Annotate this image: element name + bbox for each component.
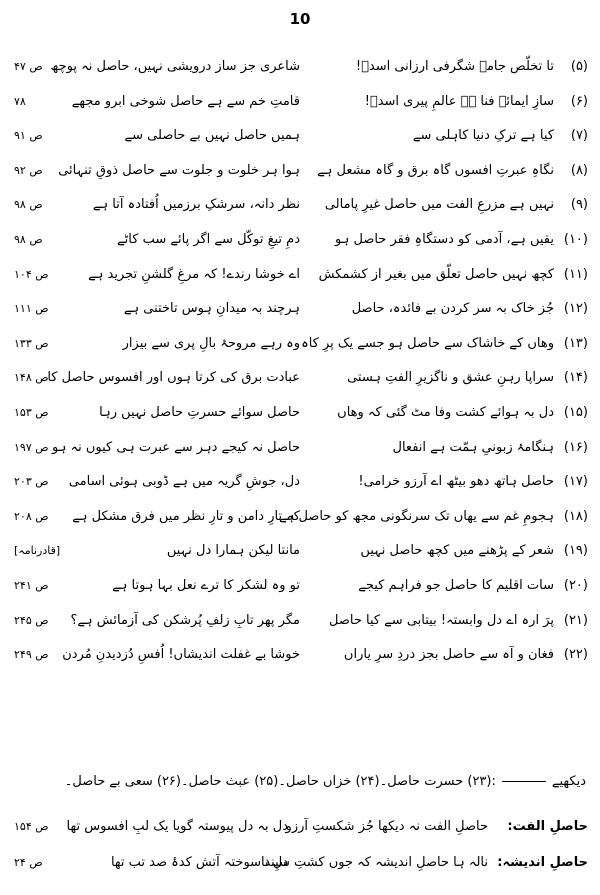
first-hemistich: وھاں کے خاشاک سے حاصل ہو جسے یک پرِ کاہ <box>301 335 554 351</box>
verse-number: (۱۱) <box>563 266 588 282</box>
first-hemistich: سات اقلیم کا حاصل جو فراہم کیجے <box>358 577 554 593</box>
page-reference: ص ۴۷ <box>14 60 43 73</box>
second-hemistich: ہوا ہر خلوت و جلوت سے حاصل ذوقِ تنہائی <box>58 162 300 178</box>
page-reference: ص ۱۳۳ <box>14 336 49 350</box>
verse-row <box>14 188 588 223</box>
verse-row <box>14 258 588 293</box>
second-hemistich: شاعری جز ساز درویشی نہیں، حاصل نہ پوچھ <box>50 59 300 74</box>
verse-row <box>14 534 588 569</box>
first-hemistich: جُز خاک بہ سر کردن بے فائدہ، حاصل <box>351 301 554 317</box>
page-number: 10 <box>289 10 311 28</box>
first-hemistich: حاصل ہاتھ دھو بیٹھ اے آرزو خرامی! <box>358 474 554 490</box>
first-hemistich: نگاہِ عبرتِ افسوں گاہ برق و گاہ مشعل ہے <box>317 162 554 178</box>
page-reference: ص ۲۴۵ <box>14 613 49 627</box>
page-reference: ص ۱۹۷ <box>14 440 49 454</box>
term-row <box>14 810 588 846</box>
first-hemistich: کچھ نہیں حاصل تعلّق میں بغیر از کشمکش <box>318 266 554 282</box>
second-hemistich: دل، جوشِ گریہ میں ہے ڈوبی ہوئی اسامی <box>68 474 300 490</box>
verse-number: (۱۹) <box>563 543 588 559</box>
first-hemistich: نالہ ہا حاصلِ اندیشہ کہ جوں کشتِ سپند <box>264 855 488 870</box>
first-hemistich: شعر کے پڑھنے میں کچھ حاصل نہیں <box>360 543 554 559</box>
page-reference: ص ۹۱ <box>14 129 43 143</box>
page-reference: ص ۱۵۴ <box>14 820 49 833</box>
verse-number: (۱۶) <box>563 439 588 455</box>
first-hemistich: یقیں ہے، آدمی کو دستگاہِ فقر حاصل ہو <box>334 231 554 247</box>
verse-number: (۸) <box>570 162 588 178</box>
first-hemistich: حاصلِ الفت نہ دیکھا جُز شکستِ آرزو <box>285 819 488 834</box>
verse-number: (۱۰) <box>563 231 588 247</box>
page-reference: ص ۹۲ <box>14 163 43 177</box>
verse-row <box>14 569 588 604</box>
verse-number: (۹) <box>570 197 588 213</box>
second-hemistich: حاصل نہ کیجے دہر سے عبرت ہی کیوں نہ ہو <box>51 439 300 455</box>
second-hemistich: تو وہ لشکر کا ترے نعل بہا ہوتا ہے <box>112 577 300 593</box>
verse-number: (۱۴) <box>563 370 588 386</box>
verse-number: (۱۵) <box>563 404 588 420</box>
second-hemistich: ہرچند بہ میدانِ ہوس تاختنی ہے <box>123 301 300 317</box>
see-also-text: :(۲۳) حسرت حاصل۔(۲۴) خزاں حاصل۔(۲۵) عبث حاصل۔(۲۶) سعی بے حاصل۔ <box>64 774 496 789</box>
verse-number: (۲۱) <box>563 612 588 628</box>
first-hemistich: سراپا رہنِ عشق و ناگزیرِ الفتِ ہستی <box>347 370 554 386</box>
second-hemistich: دلِ ناسوختہ آتش کدۂ صد تب تھا <box>110 855 288 870</box>
term-entries <box>14 810 588 882</box>
page-reference: ص ۲۴ <box>14 856 43 869</box>
verse-list <box>14 50 588 673</box>
second-hemistich: عبادت برق کی کرتا ہوں اور افسوس حاصل کا <box>47 370 300 386</box>
verse-row <box>14 85 588 120</box>
first-hemistich: پرَ ارہ اے دل وابستہ! بیتابی سے کیا حاصل <box>328 612 554 628</box>
second-hemistich: ہمیں حاصل نہیں بے حاصلی سے <box>124 128 300 144</box>
page-reference: ص ۲۴۱ <box>14 578 49 592</box>
verse-row <box>14 638 588 673</box>
first-hemistich: تا تخلّص جامۂ شگرفی ارزانی اسدؔ! <box>355 59 554 74</box>
term-heading: حاصلِ الفت: <box>507 819 588 834</box>
second-hemistich: حاصل سوائے حسرتِ حاصل نہیں رہا <box>99 404 300 420</box>
see-also-rule <box>502 781 546 782</box>
verse-row <box>14 500 588 535</box>
first-hemistich: ہنگامۂ زبونیِ ہمّت ہے انفعال <box>392 439 554 455</box>
verse-number: (۱۲) <box>563 301 588 317</box>
verse-row <box>14 50 588 85</box>
first-hemistich: فغان و آہ سے حاصل بجز دردِ سرِ یاراں <box>343 647 554 663</box>
verse-number: (۲۰) <box>563 577 588 593</box>
second-hemistich: مانتا لیکن ہمارا دل نہیں <box>166 543 300 559</box>
term-row <box>14 846 588 882</box>
second-hemistich: خوشا بے غفلت اندیشاں! اُفسِ دُزدیدنِ مُردن <box>62 647 300 663</box>
verse-row <box>14 292 588 327</box>
page-reference: ص ۲۰۳ <box>14 475 49 489</box>
second-hemistich: کہ تارِ دامن و تارِ نظر میں فرق مشکل ہے <box>72 508 300 524</box>
verse-row <box>14 396 588 431</box>
verse-row <box>14 431 588 466</box>
verse-row <box>14 465 588 500</box>
page-reference: ص ۲۴۹ <box>14 648 49 662</box>
verse-row <box>14 327 588 362</box>
page-reference: ص ۱۱۱ <box>14 302 49 316</box>
page-reference: ص ۱۵۳ <box>14 405 49 419</box>
verse-number: (۶) <box>570 93 588 109</box>
see-also-label: دیکھیے <box>551 774 586 789</box>
page-reference: ۷۸ <box>14 94 26 108</box>
second-hemistich: وہ رہے مروحۂ بالِ پری سے بیزار <box>122 335 300 351</box>
see-also <box>14 768 586 796</box>
first-hemistich: کیا ہے ترکِ دنیا کاہلی سے <box>412 128 554 144</box>
verse-row <box>14 223 588 258</box>
page-reference: [قادرنامہ] <box>14 544 61 558</box>
page-reference: ص ۲۰۸ <box>14 509 49 523</box>
verse-number: (۷) <box>570 128 588 144</box>
first-hemistich: نہیں ہے مزرعِ الفت میں حاصل غیرِ پامالی <box>324 197 554 213</box>
page-reference: ص ۱۴۸ <box>14 371 49 385</box>
first-hemistich: دل بہ ہوائے کشت وفا مٹ گئی کہ وھاں <box>337 404 554 420</box>
second-hemistich: اے خوشا رندے! کہ مرغِ گلشنِ تجرید ہے <box>88 266 300 282</box>
first-hemistich: ہجومِ غم سے یھاں تک سرنگونی مجھ کو حاصل ہے <box>279 508 554 524</box>
verse-row <box>14 604 588 639</box>
verse-number: (۲۲) <box>563 647 588 663</box>
second-hemistich: دمِ تیغِ توکّل سے اگر پائے سب کاٹے <box>117 231 300 247</box>
second-hemistich: دل بہ دل پیوستہ گویا یک لبِ افسوس تھا <box>66 819 288 834</box>
page-reference: ص ۹۸ <box>14 198 43 212</box>
second-hemistich: قامتِ خم سے ہے حاصل شوخی ابرو مجھے <box>71 93 300 109</box>
term-heading: حاصلِ اندیشہ: <box>497 855 588 870</box>
second-hemistich: نظر دانہ، سرشکِ برزمیں اُفتادہ آتا ہے <box>92 197 300 213</box>
first-hemistich: سازِ ایمائے فنا ہے عالمِ پیری اسدؔ! <box>364 93 554 109</box>
page-reference: ص ۱۰۴ <box>14 267 49 281</box>
page-reference: ص ۹۸ <box>14 232 43 246</box>
verse-row <box>14 119 588 154</box>
verse-number: (۱۸) <box>563 508 588 524</box>
second-hemistich: مگر پھر تابِ زلفِ پُرشکن کی آزمائش ہے؟ <box>70 612 300 628</box>
verse-number: (۵) <box>570 59 588 74</box>
verse-row <box>14 154 588 189</box>
verse-number: (۱۳) <box>563 335 588 351</box>
verse-row <box>14 361 588 396</box>
verse-number: (۱۷) <box>563 474 588 490</box>
